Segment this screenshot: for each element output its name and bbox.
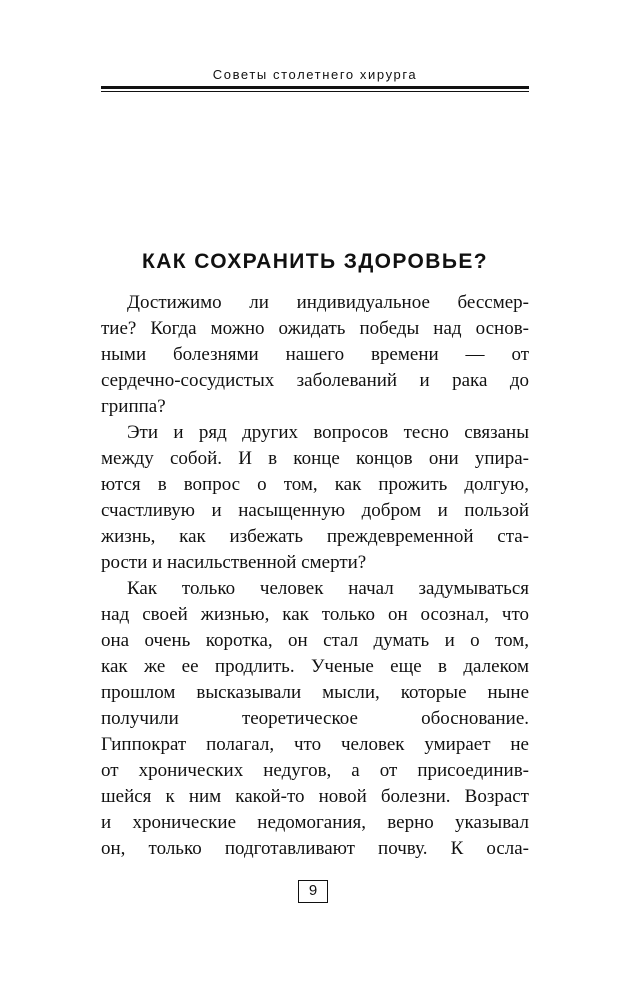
paragraph-1 <box>101 290 529 420</box>
text-line: Гиппократ полагал, что человек умирает не <box>101 734 529 755</box>
text-line: получили теоретическое обоснование. <box>101 708 529 729</box>
text-line: над своей жизнью, как только он осознал, что <box>101 604 529 625</box>
chapter-title: КАК СОХРАНИТЬ ЗДОРОВЬЕ? <box>142 250 488 274</box>
text-line: гриппа? <box>101 396 166 417</box>
body-text <box>101 290 529 862</box>
text-line: рости и насильственной смерти? <box>101 552 367 573</box>
text-line: тие? Когда можно ожидать победы над основ- <box>101 318 529 339</box>
text-line: от хронических недугов, а от присоединив- <box>101 760 529 781</box>
text-line: Эти и ряд других вопросов тесно связаны <box>127 422 529 443</box>
text-line: Достижимо ли индивидуальное бессмер- <box>127 292 529 313</box>
header-rule-thick <box>101 86 529 89</box>
header-rule-thin <box>101 91 529 92</box>
text-line: между собой. И в конце концов они упира- <box>101 448 529 469</box>
text-line: счастливую и насыщенную добром и пользой <box>101 500 529 521</box>
text-line: и хронические недомогания, верно указывал <box>101 812 529 833</box>
page-number: 9 <box>298 880 328 903</box>
text-line: она очень коротка, он стал думать и о том, <box>101 630 529 651</box>
text-line: прошлом высказывали мысли, которые ныне <box>101 682 529 703</box>
text-line: сердечно-сосудистых заболеваний и рака до <box>101 370 529 391</box>
text-line: ными болезнями нашего времени — от <box>101 344 529 365</box>
text-line: он, только подготавливают почву. К осла- <box>101 838 529 859</box>
text-line: шейся к ним какой-то новой болезни. Возраст <box>101 786 529 807</box>
running-header: Советы столетнего хирурга <box>212 67 418 82</box>
text-line: как же ее продлить. Ученые еще в далеком <box>101 656 529 677</box>
paragraph-3 <box>101 576 529 862</box>
text-line: Как только человек начал задумываться <box>127 578 529 599</box>
text-line: жизнь, как избежать преждевременной ста- <box>101 526 529 547</box>
text-line: ются в вопрос о том, как прожить долгую, <box>101 474 529 495</box>
paragraph-2 <box>101 420 529 576</box>
